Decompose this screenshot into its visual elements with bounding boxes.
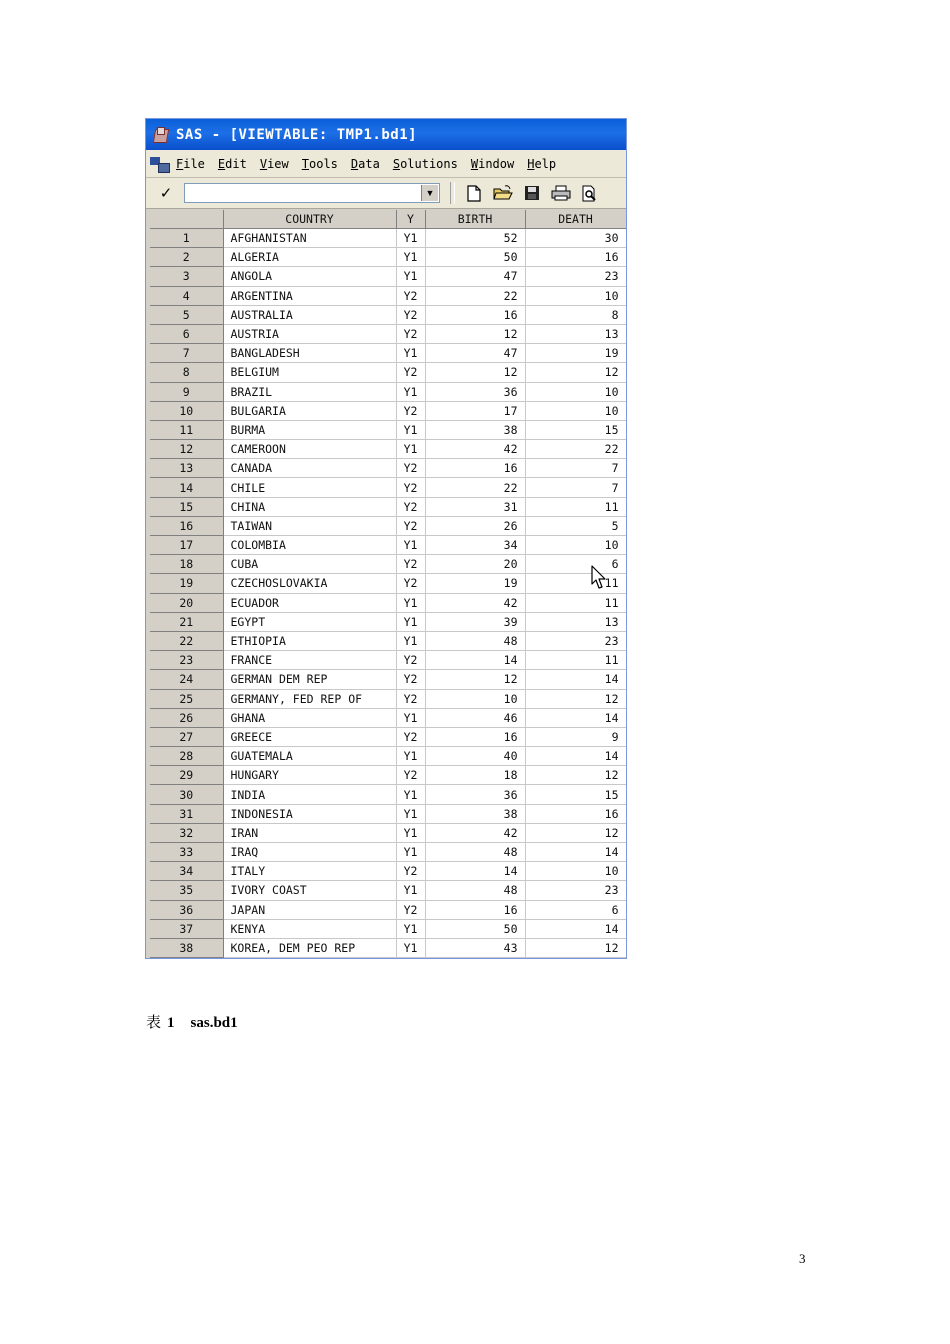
cell-birth[interactable]: 12: [425, 670, 525, 689]
dropdown-arrow-icon[interactable]: ▼: [421, 185, 438, 201]
row-number[interactable]: 19: [150, 574, 223, 593]
cell-country[interactable]: CHILE: [223, 478, 396, 497]
cell-death[interactable]: 12: [525, 823, 626, 842]
table-row[interactable]: [150, 631, 626, 650]
cell-y[interactable]: Y1: [396, 804, 425, 823]
caption-number: 1: [167, 1015, 175, 1031]
save-icon[interactable]: [519, 182, 545, 204]
cell-y[interactable]: Y1: [396, 229, 425, 248]
cell-death[interactable]: 7: [525, 478, 626, 497]
cell-country[interactable]: ECUADOR: [223, 593, 396, 612]
cell-country[interactable]: GUATEMALA: [223, 747, 396, 766]
cell-country[interactable]: CANADA: [223, 459, 396, 478]
cell-country[interactable]: BURMA: [223, 420, 396, 439]
cell-death[interactable]: 11: [525, 593, 626, 612]
table-row[interactable]: [150, 267, 626, 286]
toolbar-separator: [450, 182, 455, 204]
cell-birth[interactable]: 18: [425, 766, 525, 785]
table-row[interactable]: [150, 324, 626, 343]
caption-prefix: 表: [146, 1015, 162, 1031]
row-number[interactable]: 5: [150, 305, 223, 324]
cell-death[interactable]: 16: [525, 804, 626, 823]
row-number[interactable]: 4: [150, 286, 223, 305]
cell-birth[interactable]: 42: [425, 593, 525, 612]
cell-y[interactable]: Y1: [396, 440, 425, 459]
cell-y[interactable]: Y2: [396, 363, 425, 382]
cell-death[interactable]: 15: [525, 420, 626, 439]
cell-y[interactable]: Y1: [396, 881, 425, 900]
column-header-birth[interactable]: BIRTH: [425, 210, 525, 229]
cell-birth[interactable]: 38: [425, 420, 525, 439]
cell-country[interactable]: ARGENTINA: [223, 286, 396, 305]
cell-death[interactable]: 14: [525, 919, 626, 938]
cell-country[interactable]: BANGLADESH: [223, 344, 396, 363]
cell-country[interactable]: ETHIOPIA: [223, 631, 396, 650]
table-row[interactable]: [150, 516, 626, 535]
row-number[interactable]: 25: [150, 689, 223, 708]
row-number[interactable]: 27: [150, 727, 223, 746]
cell-y[interactable]: Y1: [396, 267, 425, 286]
cell-death[interactable]: 8: [525, 305, 626, 324]
menu-window[interactable]: Window: [470, 156, 515, 171]
menu-data[interactable]: Data: [350, 156, 380, 171]
cell-death[interactable]: 11: [525, 651, 626, 670]
cell-death[interactable]: 9: [525, 727, 626, 746]
cell-country[interactable]: FRANCE: [223, 651, 396, 670]
row-number[interactable]: 9: [150, 382, 223, 401]
cell-country[interactable]: GERMAN DEM REP: [223, 670, 396, 689]
row-number[interactable]: 1: [150, 229, 223, 248]
row-number[interactable]: 36: [150, 900, 223, 919]
row-number[interactable]: 10: [150, 401, 223, 420]
table-row[interactable]: [150, 843, 626, 862]
row-number[interactable]: 28: [150, 747, 223, 766]
row-number[interactable]: 33: [150, 843, 223, 862]
table-row[interactable]: [150, 823, 626, 842]
cell-death[interactable]: 14: [525, 843, 626, 862]
menu-view[interactable]: View: [259, 156, 289, 171]
cell-country[interactable]: COLOMBIA: [223, 536, 396, 555]
table-row[interactable]: [150, 727, 626, 746]
cell-country[interactable]: AFGHANISTAN: [223, 229, 396, 248]
table-row[interactable]: [150, 593, 626, 612]
cell-birth[interactable]: 16: [425, 900, 525, 919]
table-row[interactable]: [150, 574, 626, 593]
cell-death[interactable]: 22: [525, 440, 626, 459]
cell-country[interactable]: ANGOLA: [223, 267, 396, 286]
data-grid: [150, 210, 626, 958]
cell-country[interactable]: INDIA: [223, 785, 396, 804]
cell-death[interactable]: 11: [525, 574, 626, 593]
menu-edit[interactable]: Edit: [217, 156, 247, 171]
cell-death[interactable]: 13: [525, 612, 626, 631]
cell-death[interactable]: 23: [525, 267, 626, 286]
cell-y[interactable]: Y2: [396, 401, 425, 420]
cell-death[interactable]: 10: [525, 862, 626, 881]
cell-birth[interactable]: 42: [425, 823, 525, 842]
cell-birth[interactable]: 36: [425, 785, 525, 804]
cell-country[interactable]: TAIWAN: [223, 516, 396, 535]
sas-app-icon[interactable]: [152, 127, 168, 143]
cell-y[interactable]: Y1: [396, 708, 425, 727]
row-number[interactable]: 24: [150, 670, 223, 689]
row-number[interactable]: 32: [150, 823, 223, 842]
cell-country[interactable]: GERMANY, FED REP OF: [223, 689, 396, 708]
table-row[interactable]: [150, 459, 626, 478]
cell-death[interactable]: 12: [525, 363, 626, 382]
cell-country[interactable]: AUSTRALIA: [223, 305, 396, 324]
cell-death[interactable]: 19: [525, 344, 626, 363]
row-number[interactable]: 35: [150, 881, 223, 900]
cell-country[interactable]: JAPAN: [223, 900, 396, 919]
menu-tools[interactable]: Tools: [301, 156, 338, 171]
cell-birth[interactable]: 31: [425, 497, 525, 516]
row-number[interactable]: 13: [150, 459, 223, 478]
row-number[interactable]: 11: [150, 420, 223, 439]
cell-death[interactable]: 10: [525, 382, 626, 401]
cell-country[interactable]: IRAQ: [223, 843, 396, 862]
table-row[interactable]: [150, 401, 626, 420]
cell-country[interactable]: CZECHOSLOVAKIA: [223, 574, 396, 593]
column-header-country[interactable]: COUNTRY: [223, 210, 396, 229]
table-row[interactable]: [150, 305, 626, 324]
cell-birth[interactable]: 50: [425, 248, 525, 267]
cell-death[interactable]: 16: [525, 248, 626, 267]
cell-birth[interactable]: 50: [425, 919, 525, 938]
row-number[interactable]: 20: [150, 593, 223, 612]
row-number[interactable]: 7: [150, 344, 223, 363]
cell-country[interactable]: IVORY COAST: [223, 881, 396, 900]
cell-y[interactable]: Y2: [396, 497, 425, 516]
cell-birth[interactable]: 16: [425, 459, 525, 478]
data-table: [150, 210, 627, 958]
cell-death[interactable]: 23: [525, 631, 626, 650]
table-row[interactable]: [150, 670, 626, 689]
cell-birth[interactable]: 12: [425, 363, 525, 382]
table-row[interactable]: [150, 555, 626, 574]
row-number[interactable]: 17: [150, 536, 223, 555]
cell-country[interactable]: HUNGARY: [223, 766, 396, 785]
cell-birth[interactable]: 38: [425, 804, 525, 823]
row-number[interactable]: 34: [150, 862, 223, 881]
cell-y[interactable]: Y1: [396, 843, 425, 862]
cell-death[interactable]: 12: [525, 689, 626, 708]
cell-y[interactable]: Y1: [396, 747, 425, 766]
cell-death[interactable]: 13: [525, 324, 626, 343]
cell-y[interactable]: Y1: [396, 919, 425, 938]
caption-name: sas.bd1: [190, 1015, 238, 1031]
cell-y[interactable]: Y2: [396, 286, 425, 305]
row-number[interactable]: 2: [150, 248, 223, 267]
row-number[interactable]: 18: [150, 555, 223, 574]
table-row[interactable]: [150, 248, 626, 267]
table-window-icon[interactable]: [150, 155, 170, 173]
cell-country[interactable]: ALGERIA: [223, 248, 396, 267]
cell-country[interactable]: BULGARIA: [223, 401, 396, 420]
cell-y[interactable]: Y1: [396, 938, 425, 957]
cell-country[interactable]: BRAZIL: [223, 382, 396, 401]
row-number[interactable]: 23: [150, 651, 223, 670]
cell-birth[interactable]: 22: [425, 286, 525, 305]
cell-birth[interactable]: 52: [425, 229, 525, 248]
cell-y[interactable]: Y2: [396, 727, 425, 746]
cell-birth[interactable]: 10: [425, 689, 525, 708]
table-row[interactable]: [150, 363, 626, 382]
cell-birth[interactable]: 14: [425, 651, 525, 670]
table-row[interactable]: [150, 747, 626, 766]
cell-birth[interactable]: 20: [425, 555, 525, 574]
cell-death[interactable]: 14: [525, 670, 626, 689]
cell-birth[interactable]: 16: [425, 305, 525, 324]
table-row[interactable]: [150, 497, 626, 516]
row-number[interactable]: 21: [150, 612, 223, 631]
cell-birth[interactable]: 26: [425, 516, 525, 535]
print-preview-icon[interactable]: [577, 182, 603, 204]
cell-country[interactable]: KENYA: [223, 919, 396, 938]
toolbar: [146, 178, 626, 209]
row-number[interactable]: 29: [150, 766, 223, 785]
cell-y[interactable]: Y2: [396, 574, 425, 593]
row-number[interactable]: 8: [150, 363, 223, 382]
cell-country[interactable]: BELGIUM: [223, 363, 396, 382]
cell-y[interactable]: Y1: [396, 785, 425, 804]
row-number[interactable]: 12: [150, 440, 223, 459]
cell-y[interactable]: Y1: [396, 382, 425, 401]
cell-birth[interactable]: 39: [425, 612, 525, 631]
table-row[interactable]: [150, 708, 626, 727]
cell-y[interactable]: Y2: [396, 651, 425, 670]
row-number[interactable]: 22: [150, 631, 223, 650]
cell-birth[interactable]: 19: [425, 574, 525, 593]
cell-death[interactable]: 14: [525, 747, 626, 766]
row-number[interactable]: 6: [150, 324, 223, 343]
cell-death[interactable]: 30: [525, 229, 626, 248]
cell-y[interactable]: Y2: [396, 862, 425, 881]
cell-death[interactable]: 11: [525, 497, 626, 516]
table-body: [150, 229, 626, 958]
cell-y[interactable]: Y2: [396, 516, 425, 535]
cell-birth[interactable]: 48: [425, 843, 525, 862]
command-box[interactable]: [184, 183, 440, 203]
sas-viewtable-window: [145, 118, 627, 959]
cell-country[interactable]: AUSTRIA: [223, 324, 396, 343]
cell-country[interactable]: KOREA, DEM PEO REP: [223, 938, 396, 957]
cell-birth[interactable]: 47: [425, 267, 525, 286]
cell-death[interactable]: 10: [525, 536, 626, 555]
cell-country[interactable]: IRAN: [223, 823, 396, 842]
cell-birth[interactable]: 36: [425, 382, 525, 401]
cell-y[interactable]: Y1: [396, 631, 425, 650]
row-number[interactable]: 15: [150, 497, 223, 516]
table-row[interactable]: [150, 612, 626, 631]
cell-y[interactable]: Y2: [396, 305, 425, 324]
title-bar[interactable]: [146, 119, 626, 150]
row-number[interactable]: 3: [150, 267, 223, 286]
row-number[interactable]: 31: [150, 804, 223, 823]
menu-bar: [146, 150, 626, 178]
cell-birth[interactable]: 16: [425, 727, 525, 746]
window-title: SAS - [VIEWTABLE: TMP1.bd1]: [176, 126, 418, 143]
cell-y[interactable]: Y2: [396, 689, 425, 708]
column-header-death[interactable]: DEATH: [525, 210, 626, 229]
cell-birth[interactable]: 42: [425, 440, 525, 459]
row-number[interactable]: 26: [150, 708, 223, 727]
table-row[interactable]: [150, 785, 626, 804]
table-row[interactable]: [150, 938, 626, 957]
cell-death[interactable]: 5: [525, 516, 626, 535]
cell-country[interactable]: CUBA: [223, 555, 396, 574]
table-row[interactable]: [150, 478, 626, 497]
table-row[interactable]: [150, 420, 626, 439]
cell-death[interactable]: 23: [525, 881, 626, 900]
row-number[interactable]: 14: [150, 478, 223, 497]
header-row: [150, 210, 626, 229]
cell-y[interactable]: Y2: [396, 324, 425, 343]
cell-y[interactable]: Y2: [396, 670, 425, 689]
table-row[interactable]: [150, 919, 626, 938]
cell-birth[interactable]: 17: [425, 401, 525, 420]
cell-country[interactable]: ITALY: [223, 862, 396, 881]
cell-death[interactable]: 12: [525, 766, 626, 785]
cell-y[interactable]: Y2: [396, 555, 425, 574]
menu-file[interactable]: File: [176, 156, 205, 171]
cell-country[interactable]: CAMEROON: [223, 440, 396, 459]
table-row[interactable]: [150, 862, 626, 881]
table-row[interactable]: [150, 286, 626, 305]
cell-birth[interactable]: 47: [425, 344, 525, 363]
cell-y[interactable]: Y1: [396, 420, 425, 439]
table-row[interactable]: [150, 651, 626, 670]
cell-death[interactable]: 14: [525, 708, 626, 727]
table-row[interactable]: [150, 344, 626, 363]
cell-death[interactable]: 7: [525, 459, 626, 478]
cell-y[interactable]: Y1: [396, 612, 425, 631]
table-row[interactable]: [150, 440, 626, 459]
cell-y[interactable]: Y1: [396, 593, 425, 612]
cell-country[interactable]: EGYPT: [223, 612, 396, 631]
cell-country[interactable]: INDONESIA: [223, 804, 396, 823]
row-number[interactable]: 30: [150, 785, 223, 804]
row-number[interactable]: 38: [150, 938, 223, 957]
mouse-pointer-icon: [591, 565, 609, 591]
cell-birth[interactable]: 14: [425, 862, 525, 881]
row-number-header[interactable]: [150, 210, 223, 229]
cell-birth[interactable]: 12: [425, 324, 525, 343]
cell-y[interactable]: Y1: [396, 344, 425, 363]
cell-death[interactable]: 6: [525, 555, 626, 574]
row-number[interactable]: 37: [150, 919, 223, 938]
column-header-y[interactable]: Y: [396, 210, 425, 229]
cell-y[interactable]: Y2: [396, 459, 425, 478]
cell-death[interactable]: 12: [525, 938, 626, 957]
menu-solutions[interactable]: Solutions: [392, 156, 458, 171]
table-row[interactable]: [150, 536, 626, 555]
cell-country[interactable]: GREECE: [223, 727, 396, 746]
table-row[interactable]: [150, 766, 626, 785]
cell-death[interactable]: 15: [525, 785, 626, 804]
cell-birth[interactable]: 43: [425, 938, 525, 957]
cell-birth[interactable]: 34: [425, 536, 525, 555]
cell-birth[interactable]: 48: [425, 631, 525, 650]
open-folder-icon[interactable]: [490, 182, 516, 204]
page-number: 3: [799, 1251, 806, 1266]
cell-death[interactable]: 10: [525, 401, 626, 420]
table-row[interactable]: [150, 881, 626, 900]
cell-country[interactable]: CHINA: [223, 497, 396, 516]
cell-y[interactable]: Y2: [396, 766, 425, 785]
print-icon[interactable]: [548, 182, 574, 204]
cell-death[interactable]: 6: [525, 900, 626, 919]
checkmark-icon[interactable]: ✓: [159, 184, 173, 202]
cell-birth[interactable]: 40: [425, 747, 525, 766]
row-number[interactable]: 16: [150, 516, 223, 535]
cell-y[interactable]: Y2: [396, 900, 425, 919]
cell-birth[interactable]: 22: [425, 478, 525, 497]
table-row[interactable]: [150, 804, 626, 823]
cell-country[interactable]: GHANA: [223, 708, 396, 727]
cell-y[interactable]: Y1: [396, 823, 425, 842]
table-caption: [146, 1011, 238, 1032]
cell-birth[interactable]: 48: [425, 881, 525, 900]
cell-y[interactable]: Y1: [396, 536, 425, 555]
cell-y[interactable]: Y2: [396, 478, 425, 497]
table-row[interactable]: [150, 689, 626, 708]
menu-help[interactable]: Help: [527, 156, 557, 171]
table-row[interactable]: [150, 229, 626, 248]
cell-birth[interactable]: 46: [425, 708, 525, 727]
cell-death[interactable]: 10: [525, 286, 626, 305]
cell-y[interactable]: Y1: [396, 248, 425, 267]
new-document-icon[interactable]: [461, 182, 487, 204]
table-row[interactable]: [150, 382, 626, 401]
table-row[interactable]: [150, 900, 626, 919]
